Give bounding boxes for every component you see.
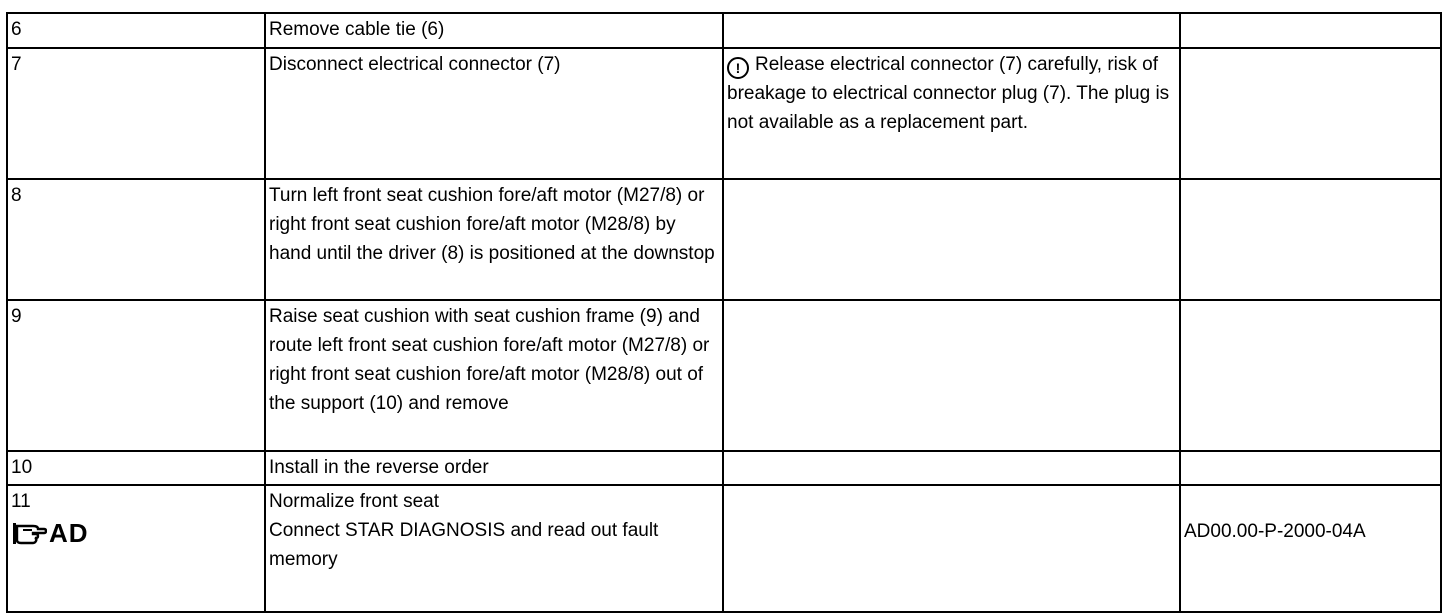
caution-text: Release electrical connector (7) carefully, risk of breakage to electrical connector plug (7). The plug is not available as a replacement part. bbox=[727, 54, 1170, 133]
step-note bbox=[723, 48, 1180, 179]
table-row bbox=[7, 451, 1441, 485]
step-note bbox=[723, 179, 1180, 300]
step-reference bbox=[1180, 13, 1441, 48]
table-row bbox=[7, 179, 1441, 300]
step-note bbox=[723, 485, 1180, 612]
step-number-cell bbox=[7, 485, 265, 612]
step-reference bbox=[1180, 48, 1441, 179]
step-action: Install in the reverse order bbox=[265, 451, 723, 485]
step-reference: AD00.00-P-2000-04A bbox=[1180, 485, 1441, 612]
procedure-table bbox=[6, 12, 1442, 613]
step-number: 9 bbox=[7, 300, 265, 451]
table-row bbox=[7, 300, 1441, 451]
step-action: Raise seat cushion with seat cushion frame (9) and route left front seat cushion fore/aft motor (M27/8) or right front seat cushion fore/aft motor (M28/8) out of the support (10) and remove bbox=[265, 300, 723, 451]
step-action-line: Normalize front seat bbox=[269, 491, 440, 512]
step-note bbox=[723, 451, 1180, 485]
step-note bbox=[723, 300, 1180, 451]
step-action bbox=[265, 485, 723, 612]
table-row bbox=[7, 48, 1441, 179]
pointing-hand-icon bbox=[11, 520, 47, 546]
table-row bbox=[7, 13, 1441, 48]
step-action-line: Connect STAR DIAGNOSIS and read out fault memory bbox=[269, 520, 659, 570]
step-reference bbox=[1180, 179, 1441, 300]
step-number: 7 bbox=[7, 48, 265, 179]
step-number: 8 bbox=[7, 179, 265, 300]
step-action: Turn left front seat cushion fore/aft motor (M27/8) or right front seat cushion fore/aft motor (M28/8) by hand until the driver (8) is positioned at the downstop bbox=[265, 179, 723, 300]
step-reference bbox=[1180, 300, 1441, 451]
table-row bbox=[7, 485, 1441, 612]
step-number: 11 bbox=[11, 491, 31, 512]
ad-label: AD bbox=[49, 518, 89, 548]
step-action: Disconnect electrical connector (7) bbox=[265, 48, 723, 179]
step-number: 10 bbox=[7, 451, 265, 485]
step-number: 6 bbox=[7, 13, 265, 48]
step-action: Remove cable tie (6) bbox=[265, 13, 723, 48]
step-note bbox=[723, 13, 1180, 48]
ad-marker bbox=[11, 518, 261, 548]
caution-icon: ! bbox=[727, 57, 749, 79]
step-reference bbox=[1180, 451, 1441, 485]
